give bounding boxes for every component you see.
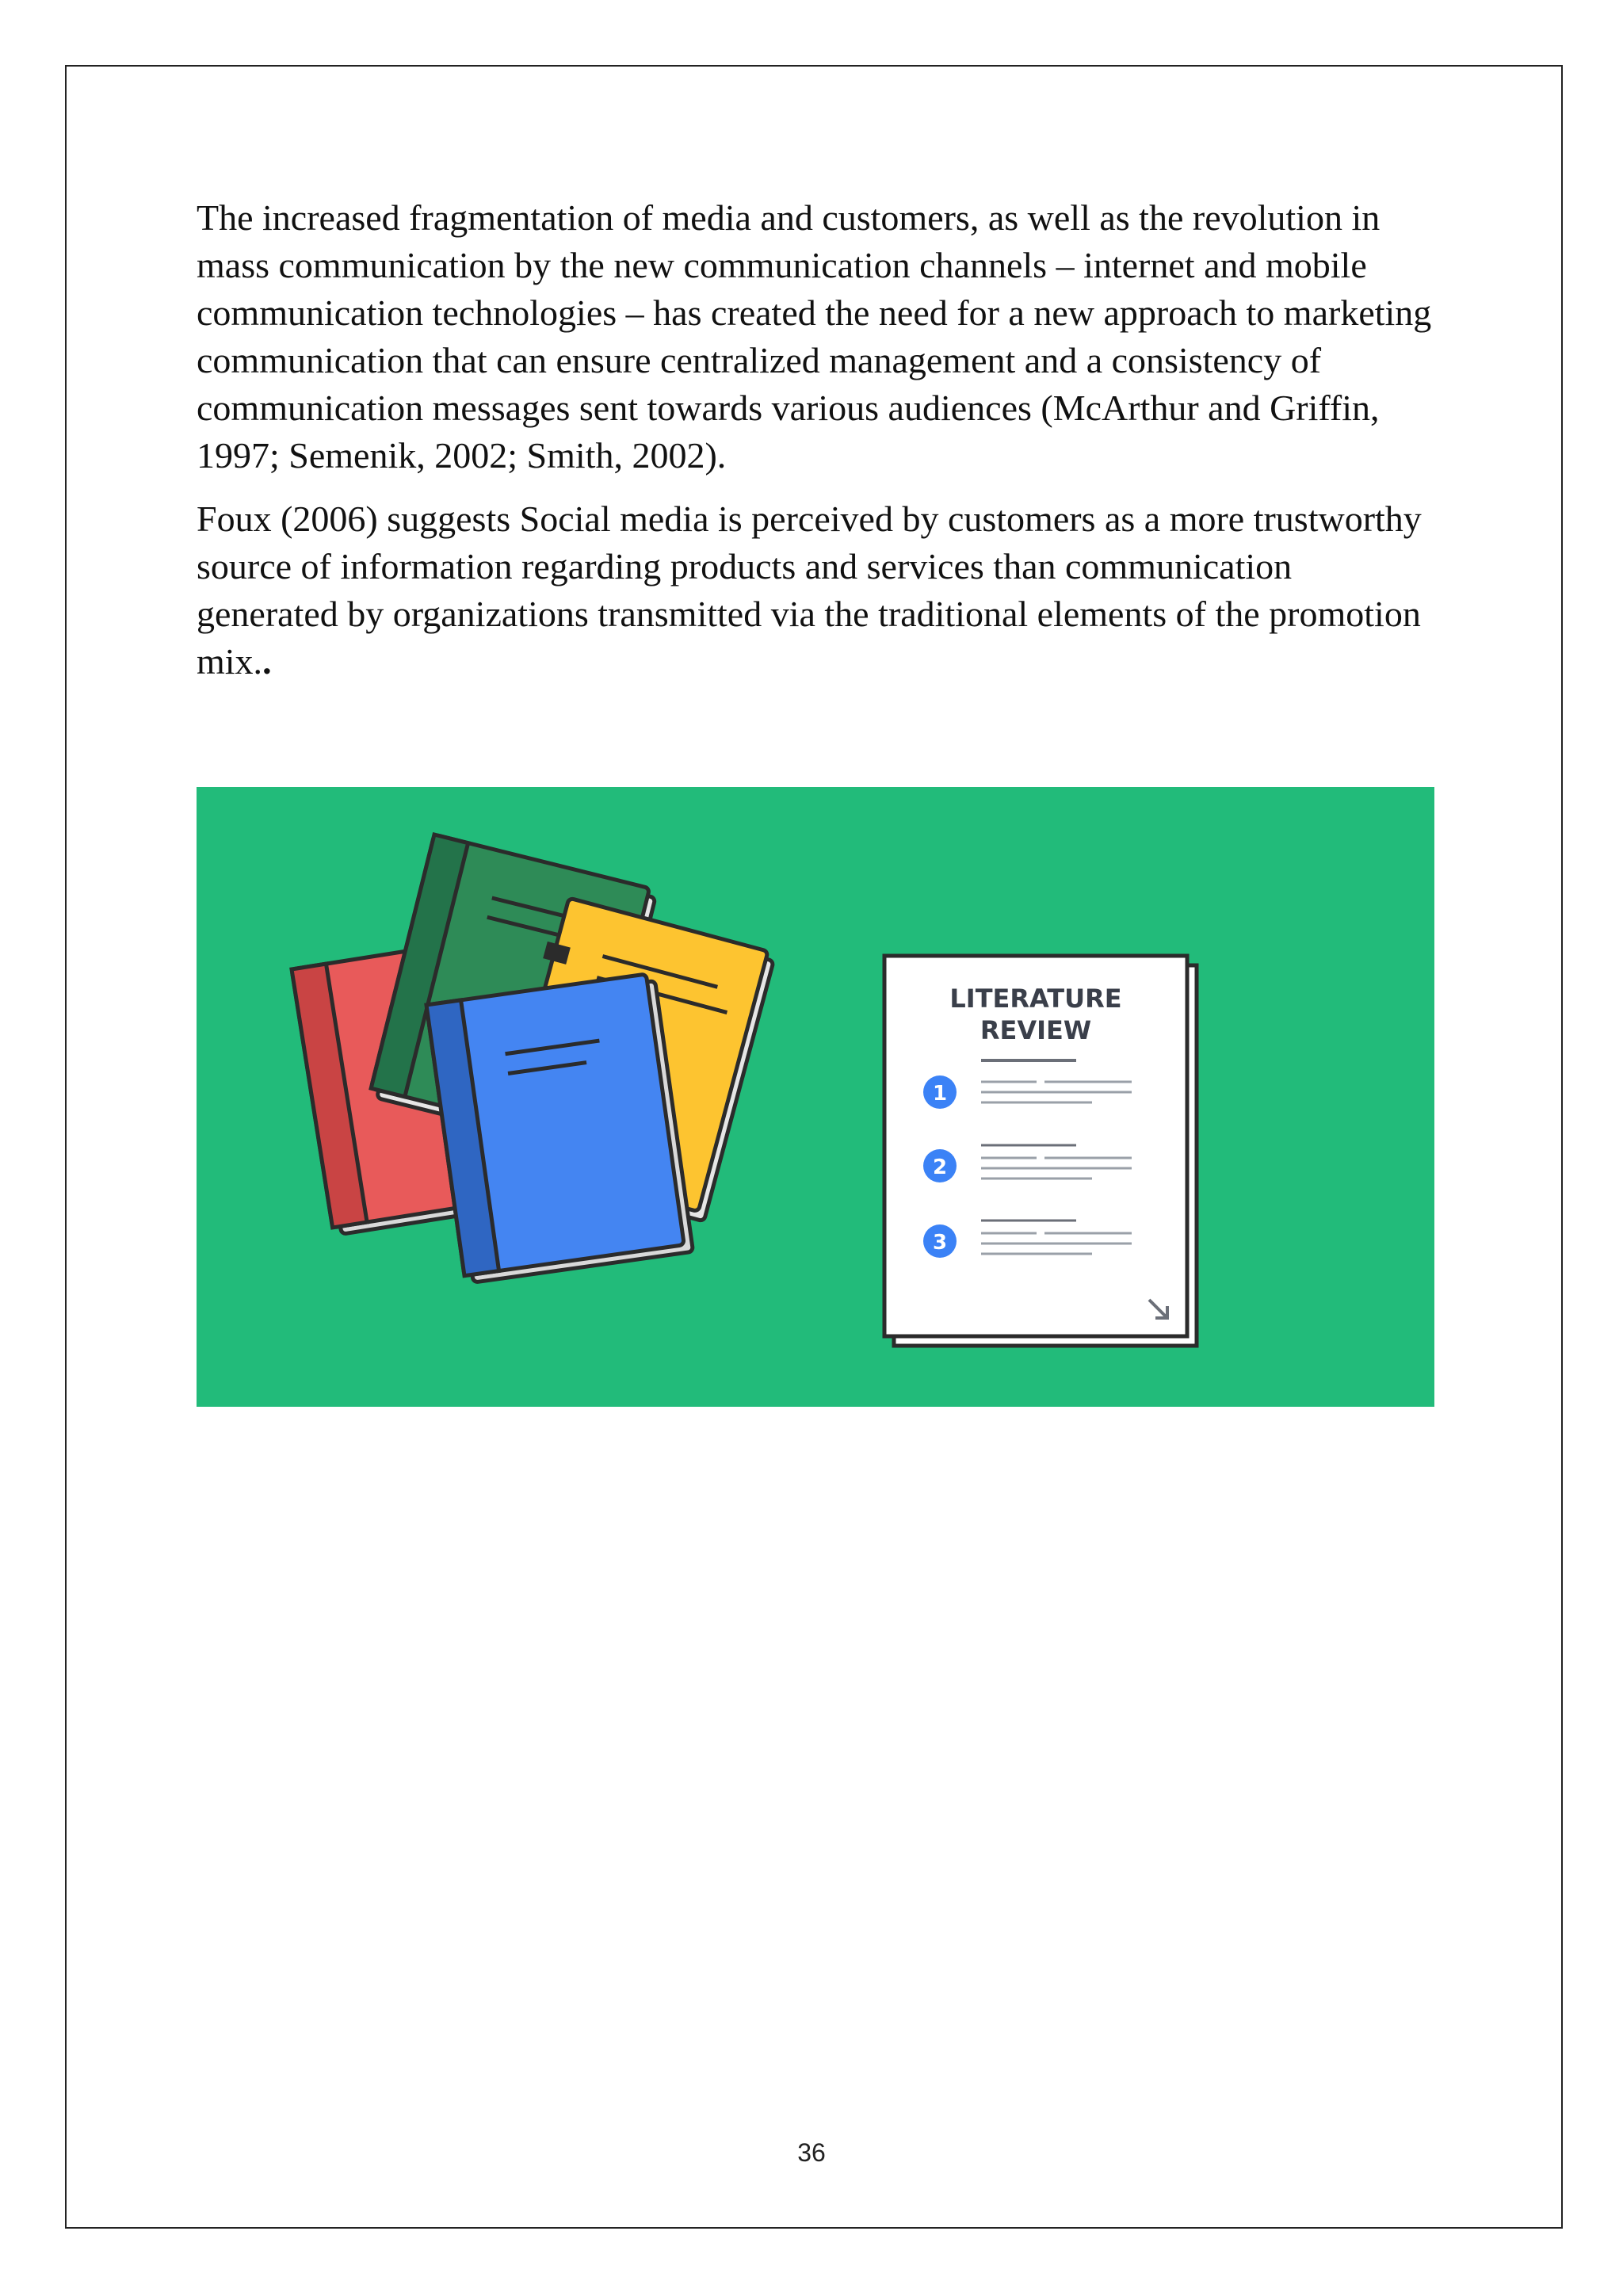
paragraph-2-text: Foux (2006) suggests Social media is perceived by customers as a more trustworthy source of information regarding products and services than communication generated by organizations transmitted via the traditional elements of the promotion mix.	[197, 499, 1422, 682]
literature-review-document-icon	[884, 956, 1197, 1346]
paragraph-1: The increased fragmentation of media and customers, as well as the revolution in mass communication by the new communication channels – internet and mobile communication technologies – has created the need for a new approach to marketing communication that can ensure centralized management and a consistency of communication messages sent towards various audiences (McArthur and Griffin, 1997; Semenik, 2002; Smith, 2002).	[197, 197, 1432, 476]
doc-title-line1: LITERATURE	[949, 984, 1122, 1014]
illustration-svg	[197, 787, 1434, 1407]
literature-review-illustration	[197, 787, 1434, 1407]
body-text	[197, 194, 1433, 701]
paragraph-2	[197, 495, 1433, 686]
step-3-number: 3	[932, 1231, 948, 1255]
step-2-number: 2	[932, 1156, 948, 1179]
paragraph-2-end-punct: .	[262, 641, 272, 682]
step-1-number: 1	[932, 1082, 948, 1106]
page-number: 36	[797, 2138, 826, 2167]
blue-book-icon	[426, 973, 693, 1284]
doc-title-line2: REVIEW	[980, 1015, 1092, 1045]
